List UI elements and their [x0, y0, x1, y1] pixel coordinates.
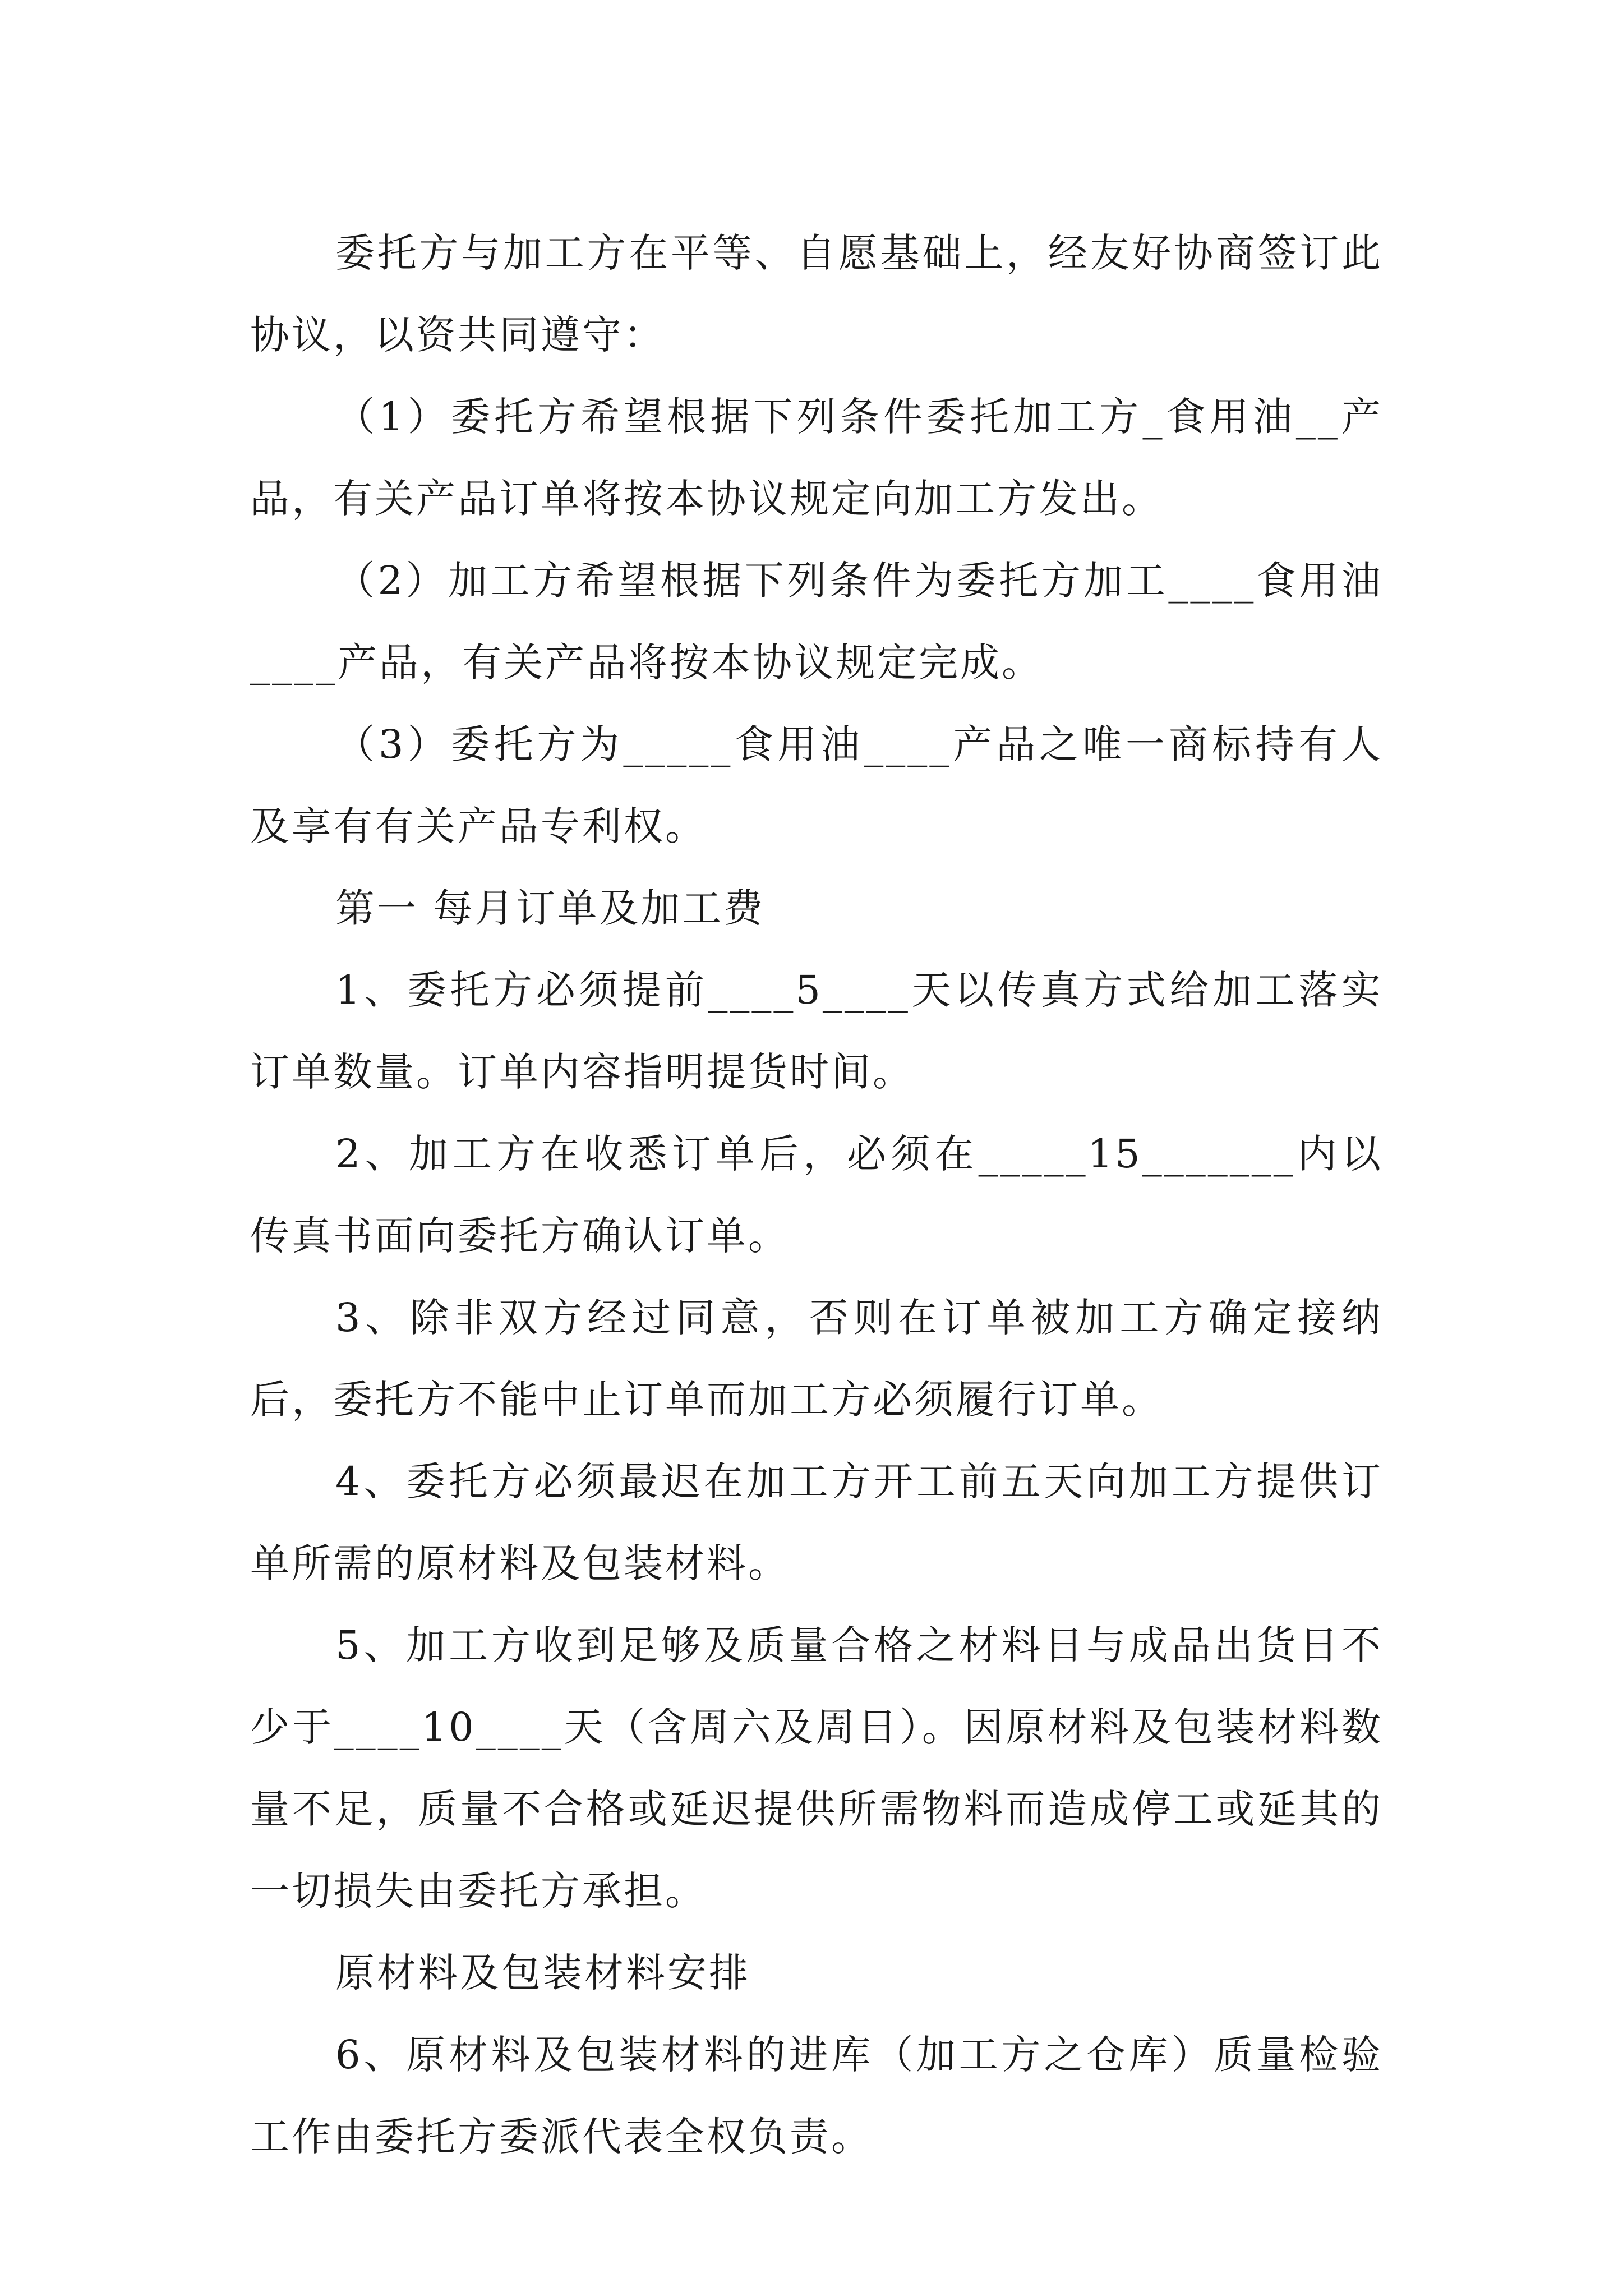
section-heading-orders: 第一 每月订单及加工费: [335, 885, 766, 931]
item-3-paragraph: 3、除非双方经过同意，否则在订单被加工方确定接纳后，委托方不能中止订单而加工方必须履行订单。: [250, 1295, 1383, 1423]
document-body: [250, 212, 1383, 2178]
item-1-paragraph: 1、委托方必须提前____5____天以传真方式给加工落实订单数量。订单内容指明提货时间。: [250, 967, 1383, 1095]
item-5-paragraph: 5、加工方收到足够及质量合格之材料日与成品出货日不少于____10____天（含周六及周日）。因原材料及包装材料数量不足，质量不合格或延迟提供所需物料而造成停工或延其的一切损失由委托方承担。: [250, 1622, 1383, 1914]
item-6-paragraph: 6、原材料及包装材料的进库（加工方之仓库）质量检验工作由委托方委派代表全权负责。: [250, 2032, 1383, 2160]
clause-2-paragraph: （2）加工方希望根据下列条件为委托方加工____食用油____产品，有关产品将按本协议规定完成。: [250, 558, 1383, 685]
clause-3-paragraph: （3）委托方为_____食用油____产品之唯一商标持有人及享有有关产品专利权。: [250, 721, 1383, 849]
intro-paragraph: 委托方与加工方在平等、自愿基础上，经友好协商签订此协议，以资共同遵守：: [250, 230, 1383, 358]
section-heading-materials: 原材料及包装材料安排: [335, 1950, 750, 1996]
item-2-paragraph: 2、加工方在收悉订单后，必须在_____15_______内以传真书面向委托方确认订单。: [250, 1131, 1383, 1259]
clause-1-paragraph: （1）委托方希望根据下列条件委托加工方_食用油__产品，有关产品订单将按本协议规定向加工方发出。: [250, 394, 1383, 522]
item-4-paragraph: 4、委托方必须最迟在加工方开工前五天向加工方提供订单所需的原材料及包装材料。: [250, 1458, 1383, 1586]
